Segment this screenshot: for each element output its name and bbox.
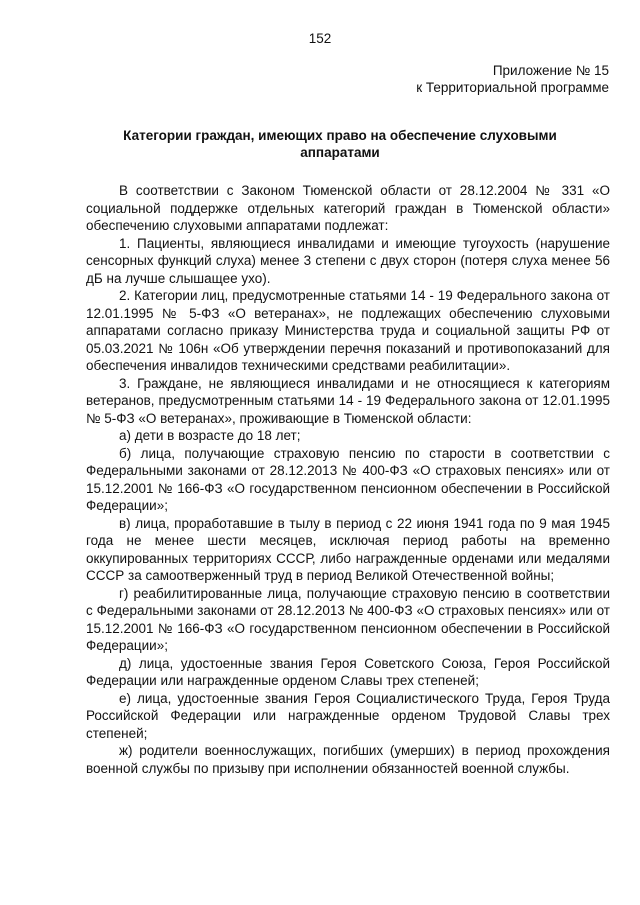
page-number: 152 [308, 31, 332, 46]
paragraph-subitem-zh: ж) родители военнослужащих, погибших (умерших) в период прохождения военной службы по призыву при исполнении обязанностей военной службы. [86, 743, 610, 776]
document-body [86, 182, 610, 777]
appendix-reference [416, 62, 609, 96]
paragraph-subitem-a: а) дети в возрасте до 18 лет; [119, 428, 301, 443]
paragraph-subitem-b: б) лица, получающие страховую пенсию по старости в соответствии с Федеральными законами от 28.12.2013 № 400-ФЗ «О страховых пенсиях» или от 15.12.2001 № 166-ФЗ «О государственном пенсионном обеспечении в Российской Федерации»; [86, 445, 610, 513]
paragraph-item-1: 1. Пациенты, являющиеся инвалидами и имеющие тугоухость (нарушение сенсорных функций слуха) менее 3 степени с двух сторон (потеря слуха менее 56 дБ на лучше слышащее ухо). [86, 235, 610, 286]
appendix-program: к Территориальной программе [416, 80, 609, 95]
paragraph-subitem-v: в) лица, проработавшие в тылу в период с 22 июня 1941 года по 9 мая 1945 года не менее шести месяцев, исключая период работы на временно оккупированных территориях СССР, либо награжденные орденами или медалями СССР за самоотверженный труд в период Великой Отечественной войны; [86, 515, 610, 583]
paragraph-intro: В соответствии с Законом Тюменской области от 28.12.2004 № 331 «О социальной поддержке отдельных категорий граждан в Тюменской области» обеспечению слуховыми аппаратами подлежат: [86, 183, 610, 233]
paragraph-subitem-e: е) лица, удостоенные звания Героя Социалистического Труда, Героя Труда Российской Федерации или награжденные орденом Трудовой Славы трех степеней; [86, 690, 610, 741]
document-title: Категории граждан, имеющих право на обеспечение слуховыми аппаратами [123, 128, 557, 160]
paragraph-item-2: 2. Категории лиц, предусмотренные статьями 14 - 19 Федерального закона от 12.01.1995 № 5-ФЗ «О ветеранах», не подлежащих обеспечению слуховыми аппаратами согласно приказу Министерства труда и социальной защиты РФ от 05.03.2021 № 106н «Об утверждении перечня показаний и противопоказаний для обеспечения инвалидов техническими средствами реабилитации». [86, 288, 610, 373]
paragraph-item-3: 3. Граждане, не являющиеся инвалидами и не относящиеся к категориям ветеранов, предусмотренным статьями 14 - 19 Федерального закона от 12.01.1995 № 5-ФЗ «О ветеранах», проживающие в Тюменской области: [86, 375, 610, 426]
appendix-number: Приложение № 15 [492, 63, 609, 78]
paragraph-subitem-d: д) лица, удостоенные звания Героя Советского Союза, Героя Российской Федерации или награжденные орденом Славы трех степеней; [86, 655, 610, 688]
paragraph-subitem-g: г) реабилитированные лица, получающие страховую пенсию в соответствии с Федеральными законами от 28.12.2013 № 400-ФЗ «О страховых пенсиях» или от 15.12.2001 № 166-ФЗ «О государственном пенсионном обеспечении в Российской Федерации»; [86, 585, 610, 653]
